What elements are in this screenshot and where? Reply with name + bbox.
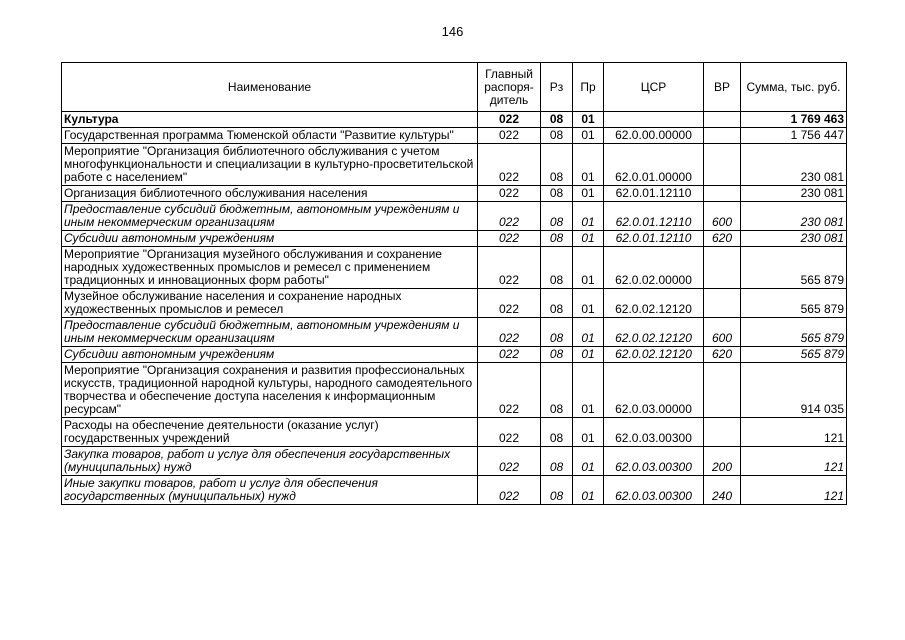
cell-rz: 08 [541, 186, 573, 202]
cell-pr: 01 [573, 318, 604, 347]
cell-csr: 62.0.03.00000 [604, 363, 704, 418]
cell-rz: 08 [541, 363, 573, 418]
cell-name: Организация библиотечного обслуживания населения [62, 186, 478, 202]
cell-pr: 01 [573, 231, 604, 247]
cell-gr: 022 [478, 112, 541, 128]
table-row [62, 476, 847, 505]
table-row [62, 202, 847, 231]
header-sum: Сумма, тыс. руб. [741, 63, 847, 112]
header-vr: ВР [704, 63, 741, 112]
cell-rz: 08 [541, 476, 573, 505]
cell-gr: 022 [478, 363, 541, 418]
cell-sum: 565 879 [741, 347, 847, 363]
cell-csr: 62.0.02.00000 [604, 247, 704, 289]
cell-csr: 62.0.01.12110 [604, 202, 704, 231]
cell-gr: 022 [478, 186, 541, 202]
cell-sum: 121 [741, 447, 847, 476]
cell-csr: 62.0.03.00300 [604, 476, 704, 505]
cell-pr: 01 [573, 112, 604, 128]
header-row [62, 63, 847, 112]
cell-csr: 62.0.01.12110 [604, 231, 704, 247]
cell-sum: 230 081 [741, 202, 847, 231]
cell-pr: 01 [573, 186, 604, 202]
cell-pr: 01 [573, 202, 604, 231]
table-row [62, 231, 847, 247]
header-name: Наименование [62, 63, 478, 112]
cell-gr: 022 [478, 418, 541, 447]
cell-rz: 08 [541, 231, 573, 247]
cell-gr: 022 [478, 476, 541, 505]
cell-rz: 08 [541, 289, 573, 318]
table-row [62, 447, 847, 476]
cell-name: Мероприятие "Организация сохранения и развития профессиональных искусств, традиционной народной культуры, народного самодеятельного творчества и обеспечение доступа населения к информационным ресурсам" [62, 363, 478, 418]
cell-csr: 62.0.02.12120 [604, 318, 704, 347]
header-csr: ЦСР [604, 63, 704, 112]
cell-pr: 01 [573, 363, 604, 418]
cell-gr: 022 [478, 144, 541, 186]
table-row [62, 289, 847, 318]
cell-gr: 022 [478, 247, 541, 289]
cell-vr: 620 [704, 347, 741, 363]
cell-name: Мероприятие "Организация библиотечного обслуживания с учетом многофункциональности и специализации в культурно-просветительской работе с населением" [62, 144, 478, 186]
header-pr: Пр [573, 63, 604, 112]
cell-gr: 022 [478, 202, 541, 231]
table-row [62, 363, 847, 418]
cell-sum: 230 081 [741, 144, 847, 186]
cell-rz: 08 [541, 347, 573, 363]
cell-sum: 565 879 [741, 247, 847, 289]
cell-pr: 01 [573, 144, 604, 186]
table-row [62, 418, 847, 447]
header-rz: Рз [541, 63, 573, 112]
cell-pr: 01 [573, 418, 604, 447]
cell-vr [704, 186, 741, 202]
cell-rz: 08 [541, 144, 573, 186]
cell-name: Расходы на обеспечение деятельности (оказание услуг) государственных учреждений [62, 418, 478, 447]
cell-gr: 022 [478, 447, 541, 476]
table-row [62, 247, 847, 289]
cell-vr [704, 289, 741, 318]
cell-sum: 121 [741, 418, 847, 447]
cell-csr: 62.0.02.12120 [604, 289, 704, 318]
cell-sum: 121 [741, 476, 847, 505]
cell-name: Иные закупки товаров, работ и услуг для обеспечения государственных (муниципальных) нужд [62, 476, 478, 505]
page-number: 146 [441, 24, 464, 39]
cell-vr [704, 247, 741, 289]
cell-name: Культура [62, 112, 478, 128]
cell-vr: 620 [704, 231, 741, 247]
cell-vr: 600 [704, 318, 741, 347]
cell-sum: 565 879 [741, 289, 847, 318]
cell-sum: 1 756 447 [741, 128, 847, 144]
cell-name: Мероприятие "Организация музейного обслуживания и сохранение народных художественных промыслов и ремесел с применением традиционных и инновационных форм работы" [62, 247, 478, 289]
cell-pr: 01 [573, 476, 604, 505]
cell-rz: 08 [541, 418, 573, 447]
cell-vr [704, 418, 741, 447]
cell-sum: 565 879 [741, 318, 847, 347]
cell-name: Предоставление субсидий бюджетным, автономным учреждениям и иным некоммерческим организациям [62, 202, 478, 231]
cell-sum: 230 081 [741, 186, 847, 202]
header-gr: Главный распоря-дитель [478, 63, 541, 112]
cell-name: Субсидии автономным учреждениям [62, 231, 478, 247]
cell-name: Субсидии автономным учреждениям [62, 347, 478, 363]
cell-gr: 022 [478, 128, 541, 144]
table-row [62, 186, 847, 202]
cell-gr: 022 [478, 318, 541, 347]
cell-sum: 1 769 463 [741, 112, 847, 128]
cell-csr: 62.0.01.12110 [604, 186, 704, 202]
cell-name: Государственная программа Тюменской области "Развитие культуры" [62, 128, 478, 144]
cell-rz: 08 [541, 202, 573, 231]
cell-gr: 022 [478, 231, 541, 247]
cell-vr [704, 363, 741, 418]
table-row [62, 112, 847, 128]
cell-csr: 62.0.03.00300 [604, 418, 704, 447]
cell-rz: 08 [541, 318, 573, 347]
cell-sum: 914 035 [741, 363, 847, 418]
cell-csr: 62.0.01.00000 [604, 144, 704, 186]
cell-pr: 01 [573, 247, 604, 289]
cell-pr: 01 [573, 128, 604, 144]
cell-vr [704, 112, 741, 128]
cell-name: Музейное обслуживание населения и сохранение народных художественных промыслов и ремесел [62, 289, 478, 318]
cell-csr: 62.0.02.12120 [604, 347, 704, 363]
cell-vr: 200 [704, 447, 741, 476]
cell-rz: 08 [541, 112, 573, 128]
cell-csr [604, 112, 704, 128]
cell-vr: 600 [704, 202, 741, 231]
cell-csr: 62.0.00.00000 [604, 128, 704, 144]
cell-vr [704, 128, 741, 144]
cell-rz: 08 [541, 128, 573, 144]
table-row [62, 144, 847, 186]
cell-name: Закупка товаров, работ и услуг для обеспечения государственных (муниципальных) нужд [62, 447, 478, 476]
cell-rz: 08 [541, 247, 573, 289]
budget-table [61, 62, 847, 505]
cell-gr: 022 [478, 289, 541, 318]
table-row [62, 128, 847, 144]
cell-vr: 240 [704, 476, 741, 505]
cell-pr: 01 [573, 289, 604, 318]
cell-vr [704, 144, 741, 186]
cell-rz: 08 [541, 447, 573, 476]
cell-gr: 022 [478, 347, 541, 363]
cell-csr: 62.0.03.00300 [604, 447, 704, 476]
cell-name: Предоставление субсидий бюджетным, автономным учреждениям и иным некоммерческим организациям [62, 318, 478, 347]
cell-sum: 230 081 [741, 231, 847, 247]
table-row [62, 318, 847, 347]
table-row [62, 347, 847, 363]
cell-pr: 01 [573, 347, 604, 363]
cell-pr: 01 [573, 447, 604, 476]
